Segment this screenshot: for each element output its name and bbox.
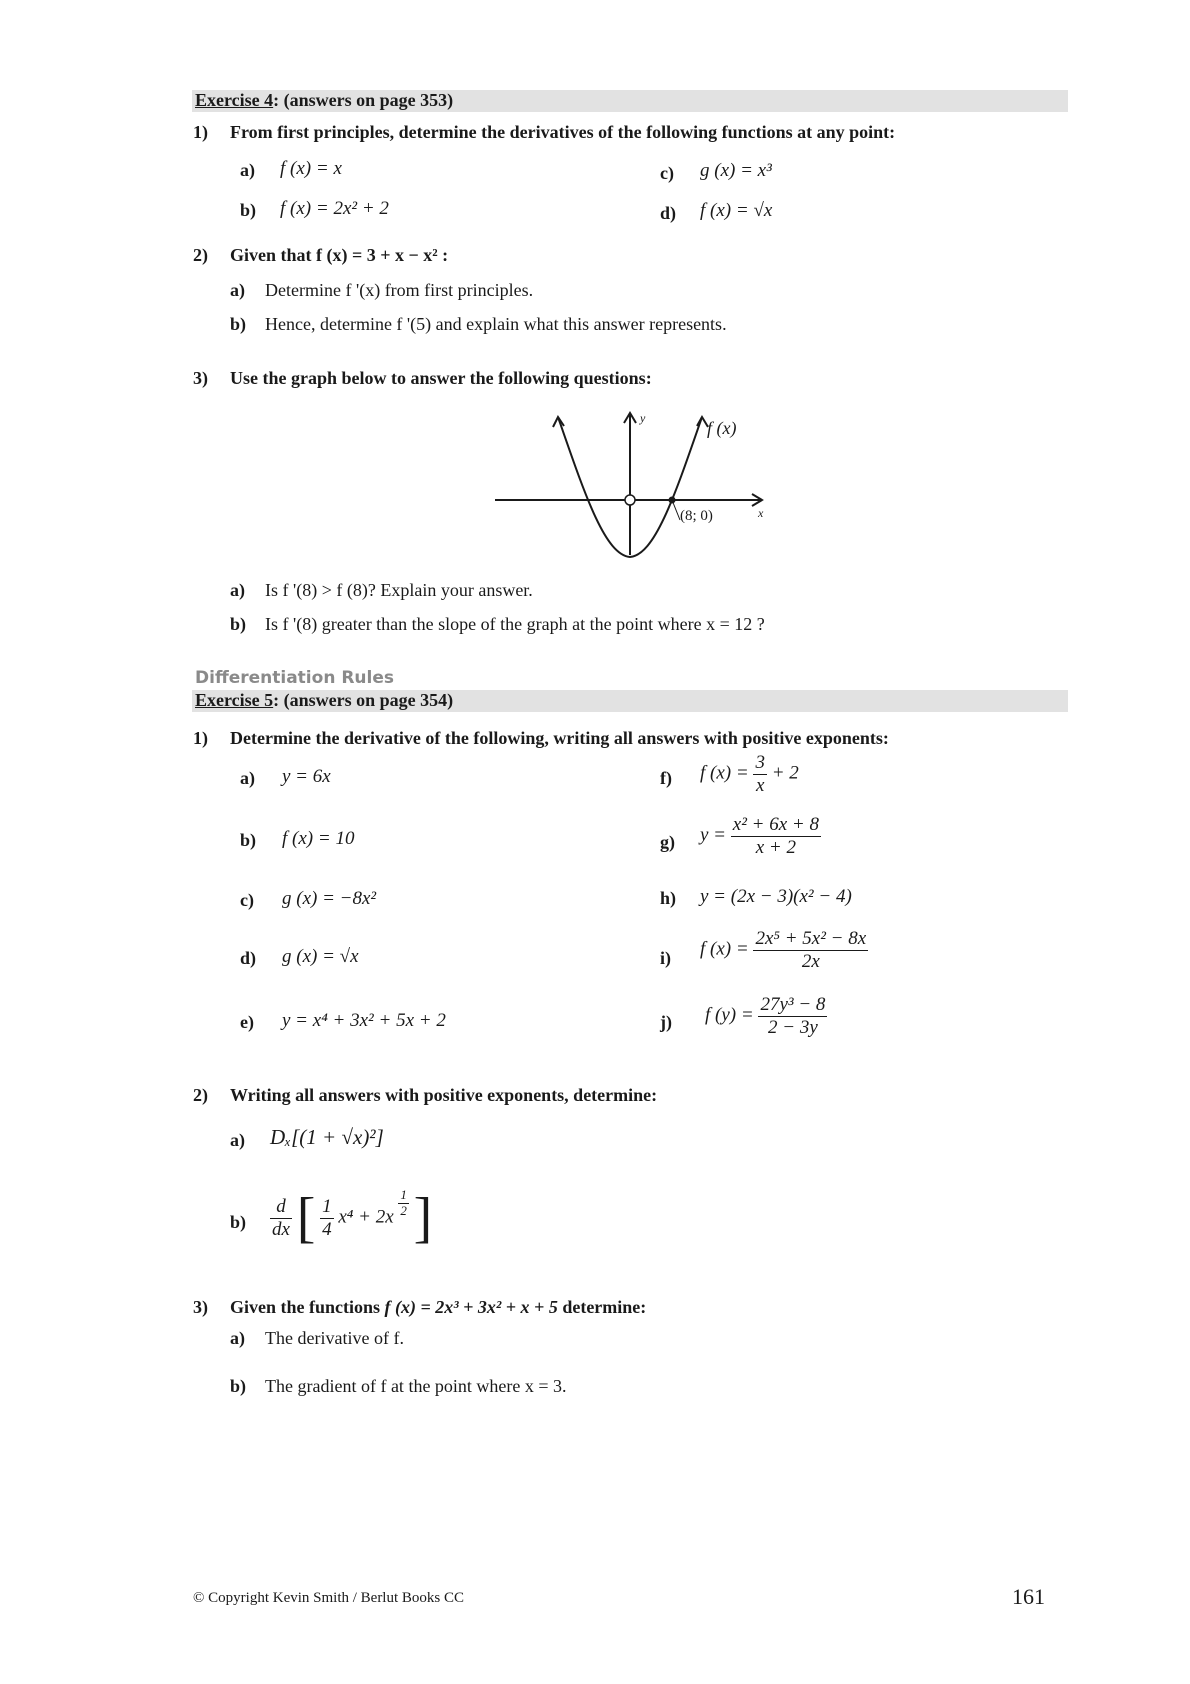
ex5-q1-e-label: e) bbox=[240, 1012, 254, 1032]
ex5-q2-b-expr bbox=[270, 1186, 432, 1250]
ex5-q1-f-denominator: x bbox=[755, 774, 765, 796]
ex5-q1-f-numerator: 3 bbox=[755, 752, 765, 773]
ex5-q2-b-coefficient bbox=[320, 1196, 334, 1241]
origin-point bbox=[625, 495, 635, 505]
ex5-q1-g-expr bbox=[700, 814, 821, 859]
exercise-4-title bbox=[195, 90, 453, 111]
ex5-q1-f-label: f) bbox=[660, 768, 672, 788]
ex4-q1-c-expr: g (x) = x³ bbox=[700, 160, 772, 181]
ex5-q1-g-lhs: y = bbox=[700, 824, 727, 846]
ex5-q1-i-numerator: 2x⁵ + 5x² − 8x bbox=[755, 928, 867, 949]
ex5-q1-text: Determine the derivative of the following, writing all answers with positive exponents: bbox=[230, 728, 889, 748]
ex5-q1-d-expr: g (x) = √x bbox=[282, 946, 359, 967]
ex4-q3-b-label: b) bbox=[230, 614, 247, 634]
ex5-q1-j-label: j) bbox=[660, 1012, 672, 1032]
ex5-q1-d-label: d) bbox=[240, 948, 257, 968]
point-8-0-leader bbox=[672, 500, 680, 520]
ex5-q1-f-expr bbox=[700, 752, 799, 797]
ex5-q1-g-numerator: x² + 6x + 8 bbox=[732, 814, 819, 835]
ex5-q1-j-fraction bbox=[758, 994, 827, 1039]
ex4-q3-a-label: a) bbox=[230, 580, 245, 600]
ex4-q1-number: 1) bbox=[193, 122, 208, 142]
exercise-5-title-label: Exercise 5 bbox=[195, 690, 274, 710]
ex4-q2-b-label: b) bbox=[230, 314, 247, 334]
graph-y-label: y bbox=[640, 411, 646, 425]
page-number: 161 bbox=[1012, 1584, 1045, 1609]
graph-point-label: (8; 0) bbox=[680, 508, 713, 524]
parabola-graph bbox=[490, 405, 780, 570]
ex5-q2-b-derivative-operator bbox=[270, 1196, 292, 1241]
exercise-5-title-answers: : (answers on page 354) bbox=[273, 690, 454, 710]
ex4-q1-text: From first principles, determine the derivatives of the following functions at any point: bbox=[230, 122, 896, 142]
ex5-q2-b-label: b) bbox=[230, 1212, 247, 1232]
ex5-q1-i-fraction bbox=[753, 928, 868, 973]
ex5-q3-text-a: Given the functions bbox=[230, 1297, 381, 1317]
ex5-q2-number: 2) bbox=[193, 1085, 208, 1105]
ex5-q2-b-coef-den: 4 bbox=[322, 1218, 332, 1240]
ex4-q1-c-label: c) bbox=[660, 163, 674, 183]
graph-curve-label: f (x) bbox=[707, 418, 737, 438]
ex4-q3-b-text: Is f '(8) greater than the slope of the graph at the point where x = 12 ? bbox=[265, 614, 765, 634]
ex4-q1-d-label: d) bbox=[660, 203, 677, 223]
ex4-q1-a-label: a) bbox=[240, 160, 255, 180]
ex5-q3-b-text: The gradient of f at the point where x = 3. bbox=[265, 1376, 567, 1396]
ex5-q1-c-expr: g (x) = −8x² bbox=[282, 888, 377, 909]
ex5-q2-b-exp-num: 1 bbox=[400, 1187, 407, 1203]
ex5-q2-b-exponent bbox=[398, 1188, 409, 1219]
ex5-q3-number: 3) bbox=[193, 1297, 208, 1317]
ex4-q2-number: 2) bbox=[193, 245, 208, 265]
ex5-q1-g-fraction bbox=[731, 814, 821, 859]
ex5-q1-i-label: i) bbox=[660, 948, 671, 968]
ex5-q2-b-exp-den: 2 bbox=[400, 1203, 407, 1219]
ex5-q1-j-numerator: 27y³ − 8 bbox=[760, 994, 826, 1015]
ex5-q1-c-label: c) bbox=[240, 890, 254, 910]
curve-left-arrow bbox=[553, 417, 564, 427]
ex4-q1-d-expr: f (x) = √x bbox=[700, 200, 773, 221]
ex5-q1-h-expr: y = (2x − 3)(x² − 4) bbox=[700, 886, 852, 907]
ex5-q1-j-denominator: 2 − 3y bbox=[768, 1016, 818, 1038]
ex4-q1-b-label: b) bbox=[240, 200, 257, 220]
ex5-q1-g-label: g) bbox=[660, 832, 675, 852]
exercise-4-title-answers: : (answers on page 353) bbox=[273, 90, 454, 110]
ex5-q2-a-expr: Dₓ[(1 + √x)²] bbox=[270, 1125, 384, 1149]
ex5-q1-h-label: h) bbox=[660, 888, 677, 908]
ex5-q3-a-label: a) bbox=[230, 1328, 245, 1348]
ex5-q2-b-middle: x⁴ + 2x bbox=[338, 1206, 394, 1228]
copyright-footer: © Copyright Kevin Smith / Berlut Books CC bbox=[193, 1590, 464, 1606]
ex5-q2-b-left-bracket: [ bbox=[296, 1187, 316, 1249]
ex4-q2-text: Given that f (x) = 3 + x − x² : bbox=[230, 245, 449, 265]
ex5-q1-g-denominator: x + 2 bbox=[755, 836, 796, 858]
ex5-q1-i-expr bbox=[700, 928, 868, 973]
section-heading: Differentiation Rules bbox=[195, 668, 395, 688]
ex5-q1-f-rhs: + 2 bbox=[771, 762, 799, 784]
ex4-q3-text: Use the graph below to answer the following questions: bbox=[230, 368, 652, 388]
ex4-q1-a-expr: f (x) = x bbox=[280, 158, 342, 179]
ex5-q3-a-text: The derivative of f. bbox=[265, 1328, 404, 1348]
ex4-q2-a-text: Determine f '(x) from first principles. bbox=[265, 280, 534, 300]
ex5-q2-b-right-bracket: ] bbox=[413, 1187, 433, 1249]
ex5-q1-a-label: a) bbox=[240, 768, 255, 788]
ex5-q1-j-lhs: f (y) = bbox=[705, 1004, 754, 1026]
exercise-4-title-label: Exercise 4 bbox=[195, 90, 274, 110]
ex5-q2-b-dx: dx bbox=[272, 1218, 290, 1240]
ex5-q1-a-expr: y = 6x bbox=[282, 766, 331, 787]
graph-x-label: x bbox=[758, 506, 764, 520]
ex4-q2-a-label: a) bbox=[230, 280, 245, 300]
ex5-q1-number: 1) bbox=[193, 728, 208, 748]
ex5-q1-j-expr bbox=[705, 994, 827, 1039]
ex5-q2-text: Writing all answers with positive exponents, determine: bbox=[230, 1085, 658, 1105]
ex5-q1-f-fraction bbox=[753, 752, 767, 797]
ex5-q1-e-expr: y = x⁴ + 3x² + 5x + 2 bbox=[282, 1010, 446, 1031]
ex5-q1-i-lhs: f (x) = bbox=[700, 938, 749, 960]
ex5-q2-b-coef-num: 1 bbox=[322, 1195, 332, 1217]
ex5-q3-b-label: b) bbox=[230, 1376, 247, 1396]
ex5-q3-text bbox=[230, 1297, 646, 1318]
ex4-q2-b-text: Hence, determine f '(5) and explain what this answer represents. bbox=[265, 314, 727, 334]
ex4-q1-b-expr: f (x) = 2x² + 2 bbox=[280, 198, 389, 219]
exercise-5-title bbox=[195, 690, 453, 711]
ex5-q1-i-denominator: 2x bbox=[801, 950, 820, 972]
ex5-q1-b-label: b) bbox=[240, 830, 257, 850]
ex4-q3-number: 3) bbox=[193, 368, 208, 388]
ex5-q1-b-expr: f (x) = 10 bbox=[282, 828, 355, 849]
ex5-q3-text-b: determine: bbox=[562, 1297, 647, 1317]
ex4-q3-a-text: Is f '(8) > f (8)? Explain your answer. bbox=[265, 580, 533, 600]
ex5-q2-b-d: d bbox=[270, 1196, 292, 1219]
ex5-q3-text-expr: f (x) = 2x³ + 3x² + x + 5 bbox=[384, 1297, 558, 1317]
ex5-q1-f-lhs: f (x) = bbox=[700, 762, 749, 784]
ex5-q2-a-label: a) bbox=[230, 1130, 245, 1150]
